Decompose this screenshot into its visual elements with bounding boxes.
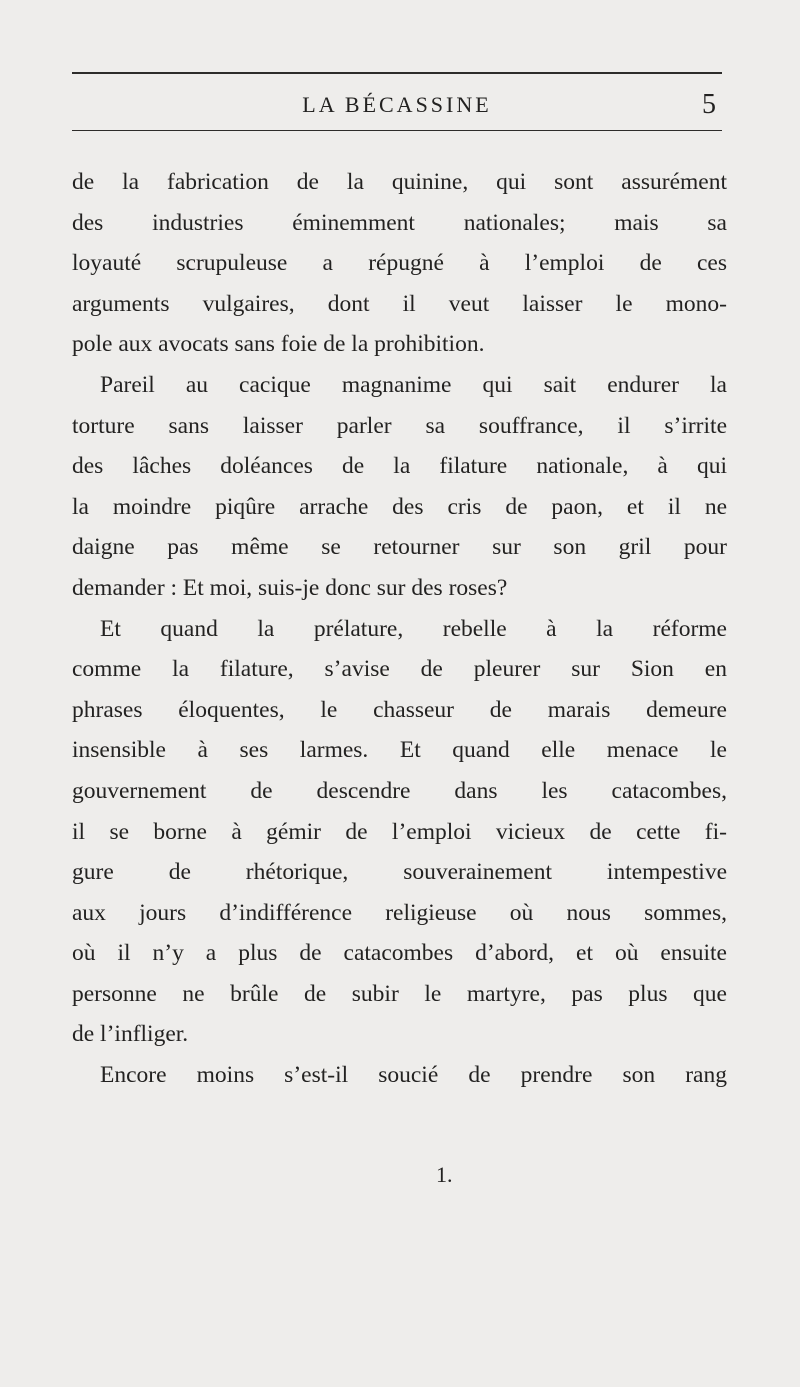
text-line: des industries éminemment nationales; mais sa bbox=[72, 209, 727, 236]
text-line: des lâches doléances de la filature nationale, à qui bbox=[72, 453, 727, 480]
text-line-paragraph-start: Encore moins s’est-il soucié de prendre son rang bbox=[100, 1062, 727, 1089]
text-line: de la fabrication de la quinine, qui sont assurément bbox=[72, 169, 727, 195]
text-line: la moindre piqûre arrache des cris de paon, et il ne bbox=[72, 493, 727, 520]
body-text bbox=[72, 162, 727, 1096]
text-line: gure de rhétorique, souverainement intempestive bbox=[72, 859, 727, 886]
text-line: insensible à ses larmes. Et quand elle menace le bbox=[72, 737, 727, 764]
text-line-paragraph-end: pole aux avocats sans foie de la prohibition. bbox=[72, 331, 485, 358]
text-line: il se borne à gémir de l’emploi vicieux de cette fi- bbox=[72, 818, 727, 845]
text-line: loyauté scrupuleuse a répugné à l’emploi de ces bbox=[72, 250, 727, 277]
text-line: gouvernement de descendre dans les catacombes, bbox=[72, 777, 727, 804]
text-line-paragraph-end: demander : Et moi, suis-je donc sur des roses? bbox=[72, 574, 508, 601]
text-line: comme la filature, s’avise de pleurer sur Sion en bbox=[72, 656, 727, 683]
text-line-paragraph-start: Et quand la prélature, rebelle à la réforme bbox=[100, 615, 727, 642]
text-line-paragraph-start: Pareil au cacique magnanime qui sait endurer la bbox=[100, 371, 727, 398]
text-line: aux jours d’indifférence religieuse où nous sommes, bbox=[72, 899, 727, 926]
text-line-paragraph-end: de l’infliger. bbox=[72, 1021, 189, 1048]
running-head-title: LA BÉCASSINE bbox=[302, 92, 492, 117]
text-line: daigne pas même se retourner sur son gril pour bbox=[72, 534, 727, 561]
text-line: personne ne brûle de subir le martyre, pas plus que bbox=[72, 980, 727, 1007]
header-bottom-rule bbox=[72, 130, 722, 131]
running-head bbox=[72, 89, 722, 121]
text-line: où il n’y a plus de catacombes d’abord, et où ensuite bbox=[72, 940, 727, 967]
text-line: torture sans laisser parler sa souffrance, il s’irrite bbox=[72, 412, 727, 439]
header-top-rule bbox=[72, 72, 722, 74]
text-line: phrases éloquentes, le chasseur de marais demeure bbox=[72, 696, 727, 723]
page-number: 5 bbox=[702, 89, 716, 120]
signature-mark: 1. bbox=[436, 1162, 453, 1187]
text-line: arguments vulgaires, dont il veut laisser le mono- bbox=[72, 290, 727, 317]
